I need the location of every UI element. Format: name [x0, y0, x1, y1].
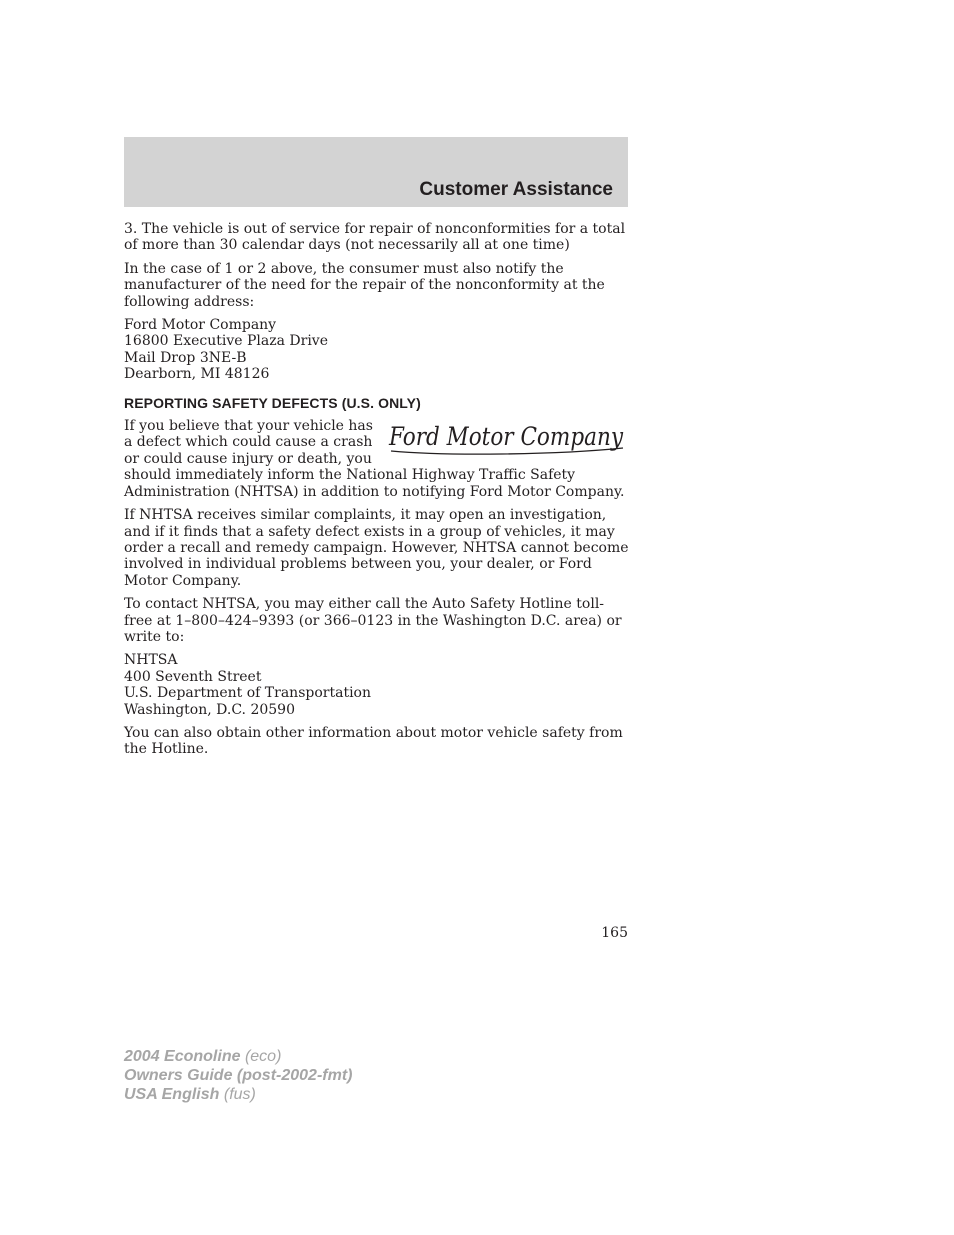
address-line: 16800 Executive Plaza Drive	[124, 333, 328, 350]
paragraph-report-defect: If you believe that your vehicle has a defect which could cause a crash or could cause injury or death, you should immediately inform the National Highway Traffic Safety Administration (NHTSA) in addition to notifying Ford Motor Company.	[124, 418, 625, 500]
footer-line-model	[124, 1047, 352, 1066]
footer-guide: Owners Guide (post-2002-fmt)	[124, 1067, 353, 1084]
page-number: 165	[601, 925, 628, 941]
footer-language-code: (fus)	[223, 1086, 256, 1103]
footer-model: 2004 Econoline	[124, 1048, 241, 1065]
address-line: Dearborn, MI 48126	[124, 366, 270, 383]
ford-logo	[385, 418, 629, 458]
paragraph-nhtsa-investigation: If NHTSA receives similar complaints, it may open an investigation, and if it finds that a safety defect exists in a group of vehicles, it may order a recall and remedy campaign. However, NHTSA cannot become involved in individual problems between you, your dealer, or Ford Motor Company.	[124, 507, 629, 589]
section-header-band	[124, 137, 628, 207]
footer-model-code: (eco)	[244, 1048, 282, 1065]
footer-language: USA English	[124, 1086, 220, 1103]
footer-line-guide	[124, 1066, 352, 1085]
paragraph-item3: 3. The vehicle is out of service for repair of nonconformities for a total of more than 30 calendar days (not necessarily all at one time)	[124, 221, 626, 254]
address-line: Washington, D.C. 20590	[124, 701, 295, 718]
paragraph-hotline-info: You can also obtain other information about motor vehicle safety from the Hotline.	[124, 724, 623, 758]
address-line: NHTSA	[124, 652, 178, 669]
address-line: U.S. Department of Transportation	[124, 685, 371, 702]
address-line: Ford Motor Company	[124, 317, 277, 334]
address-line: 400 Seventh Street	[124, 668, 262, 685]
ford-logo-text: Ford Motor Company	[388, 422, 624, 452]
address-line: Mail Drop 3NE-B	[124, 349, 247, 366]
section-title: Customer Assistance	[419, 179, 613, 200]
footer-line-language	[124, 1085, 352, 1104]
page-content	[124, 221, 629, 765]
paragraph-notify: In the case of 1 or 2 above, the consumer must also notify the manufacturer of the need for the repair of the nonconformity at the following address:	[124, 260, 605, 310]
document-footer	[124, 1047, 352, 1104]
paragraph-contact-nhtsa: To contact NHTSA, you may either call the Auto Safety Hotline toll-free at 1–800–424–9393 (or 366–0123 in the Washington D.C. area) or write to:	[124, 596, 622, 645]
section-heading: REPORTING SAFETY DEFECTS (U.S. ONLY)	[124, 394, 421, 411]
ford-address	[124, 317, 629, 383]
nhtsa-address	[124, 652, 629, 718]
